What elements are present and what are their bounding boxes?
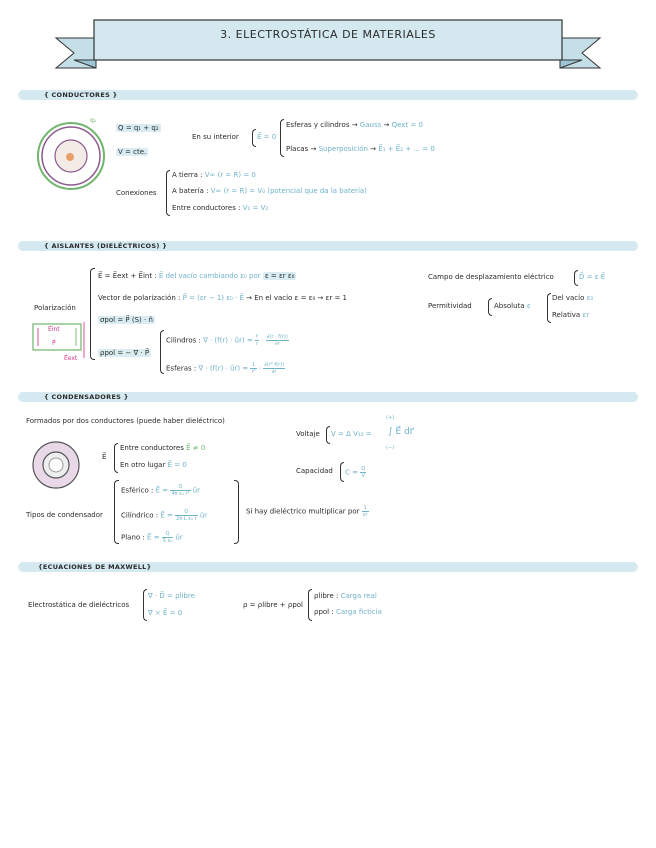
absoluta-brace [547,293,551,323]
conexiones-label: Conexiones [116,189,157,197]
campo-brace [574,270,578,286]
page-title: 3. ELECTROSTÁTICA DE MATERIALES [220,28,436,41]
campo-desplazamiento-val: D⃗ = ε E⃗ [579,273,606,281]
esferas-row: Esferas y cilindros → Gauss → Qext = 0 [286,121,423,129]
otro-lugar-row: En otro lugar E⃗ = 0 [120,461,187,469]
voltaje-integral: ∫ E⃗ dr⃗ [388,427,414,437]
section-conductores-bar [18,90,638,100]
plano-row: Plano : E⃗ = $\frac{Q}{\text{S ε₀}}$ ûr [121,531,183,544]
maxwell-eq-curl: ∇ × E⃗ = 0 [148,609,183,617]
interior-cases-brace [280,119,284,157]
capacidad-eq: C = $\frac{Q}{V}$ [345,466,366,479]
conductor-sphere-diagram [34,118,114,198]
constant-potential-eq: V = cte. [118,148,147,156]
capacitor-e-label: E⃗ [102,453,107,461]
bateria-row: A batería : V∞ (r = R) = V₀ (potencial que da la batería) [172,187,367,195]
e-int-label: E⃗int [48,326,60,333]
vector-polarizacion-row: Vector de polarización : P⃗ = (εr − 1) ε₀ · E⃗ → En el vacío ε = ε₀ → εr = 1 [98,294,347,302]
si-hay-dielectrico-row: Si hay dieléctrico multiplicar por $\frac{1}{\varepsilon r}$ [246,505,368,518]
polarizacion-label: Polarización [34,304,76,312]
voltaje-brace [326,426,330,444]
rho-brace [308,589,312,621]
vacio-row: Del vacío ε₀ [552,294,594,302]
p-field-label: P⃗ [52,340,56,347]
section-conductores-title: { CONDUCTORES } [44,91,118,99]
absoluta-row: Absoluta ε [494,302,531,310]
capacitor-diagram [28,440,84,490]
tipos-label: Tipos de condensador [26,511,103,519]
placas-row: Placas → Superposición → E⃗₁ + E⃗₂ + ... = 0 [286,145,435,153]
e-ext-label: E⃗ext [64,355,78,362]
section-maxwell-bar [18,562,638,572]
entre-conductores-row: Entre conductores : V₁ = V₂ [172,204,269,212]
capacidad-label: Capacidad [296,467,333,475]
e-total-row: E⃗ = E⃗ext + E⃗int : E⃗ del vacío cambiando ε₀ por ε = εr ε₀ [98,272,295,280]
entre-conductores-cap-row: Entre conductores E⃗ ≠ 0 [120,444,206,452]
campo-desplazamiento-row: Campo de desplazamiento eléctrico [428,273,554,281]
esferico-row: Esférico : E⃗ = $\frac{Q}{\text{4π ε₀ r²}}$ ûr [121,484,201,497]
capacitor-e-brace [114,443,118,473]
section-condensadores-title: { CONDENSADORES } [44,393,129,401]
tipos-brace [114,480,119,544]
maxwell-brace [143,589,147,621]
rho-total-eq: ρ = ρlibre + ρpol [243,601,303,609]
rho-pol-maxwell-row: ρpol : Carga ficticia [314,608,382,616]
cilindrico-row: Cilíndrico : E⃗ = $\frac{Q}{\text{2π L ε₀ r}}$ ûr [121,509,208,522]
sigma-pol-row: σpol = P⃗ (S) · n̂ [100,316,153,324]
polarizacion-brace [90,268,95,360]
permitividad-label: Permitividad [428,302,472,310]
interior-label: En su interior [192,133,239,141]
conexiones-brace [166,170,170,216]
maxwell-eq-divergence: ∇ · D⃗ = ρlibre [148,592,195,600]
formados-row: Formados por dos conductores (puede haber dieléctrico) [26,417,225,425]
capacidad-brace [340,462,344,482]
relativa-row: Relativa εr [552,311,590,319]
permitividad-brace [488,298,492,316]
total-charge-eq: Q = q₁ + q₂ [118,124,159,132]
section-aislantes-title: { AISLANTES (DIELÉCTRICOS) } [44,242,168,250]
rho-libre-row: ρlibre : Carga real [314,592,377,600]
tierra-row: A tierra : V∞ (r = R) = 0 [172,171,256,179]
rho-pol-row: ρpol = − ∇ · P⃗ [100,349,150,357]
cilindros-div-row: Cilindros : ∇ · (f(r) · ûr) = $\frac{f}{r}$ · $\frac{\partial(r \cdot f(r))}{\partial r}$ [166,334,288,347]
section-maxwell-title: {ECUACIONES DE MAXWELL} [38,563,152,571]
charge-q1-label: q₁ [90,117,97,124]
voltaje-int-bottom: (−) [386,445,395,451]
voltaje-eq: V = Δ V₁₂ = [331,430,372,438]
voltaje-int-top: (+) [386,415,395,421]
interior-field-eq: E⃗ = 0 [257,133,277,141]
maxwell-label: Electrostática de dieléctricos [28,601,130,609]
esferas-div-row: Esferas : ∇ · (f(r) · ûr) = $\frac{1}{\text{r²}}$ · $\frac{\text{∂(r² f(r))}}{\partial r}$ [166,362,285,375]
section-condensadores-bar [18,392,638,402]
voltaje-label: Voltaje [296,430,320,438]
title-banner [52,16,604,76]
section-aislantes-bar [18,241,638,251]
divergence-brace [160,330,164,374]
interior-brace [252,129,256,147]
tipos-right-brace [234,480,239,544]
